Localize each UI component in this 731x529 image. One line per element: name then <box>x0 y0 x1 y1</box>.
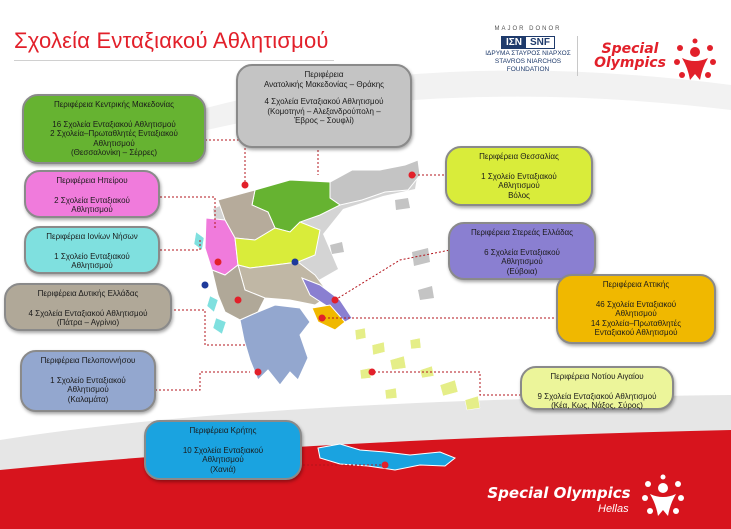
dot-athens <box>319 315 326 322</box>
region-body: 46 Σχολεία Ενταξιακού Αθλητισμού 14 Σχολεία–Πρωταθλητές Ενταξιακού Αθλητισμού <box>590 299 682 337</box>
dot-chania <box>382 462 389 469</box>
region-body: 16 Σχολεία Ενταξιακού Αθλητισμού 2 Σχολεία–Πρωταθλητές Ενταξιακού Αθλητισμού (Θεσσαλονίκη – Σέρρες) <box>50 119 178 157</box>
region-header: Περιφέρεια Πελοποννήσου <box>40 356 136 365</box>
region-header: Περιφέρεια Κεντρικής Μακεδονίας <box>53 100 175 109</box>
map-ionian-island-2 <box>207 296 218 312</box>
region-box-western-greece <box>4 283 172 331</box>
region-body: 9 Σχολεία Ενταξιακού Αθλητισμού (Κέα, Κως, Νάξος, Σύρος) <box>537 391 657 410</box>
donor-name-greek: ΙΔΡΥΜΑ ΣΤΑΥΡΟΣ ΝΙΑΡΧΟΣ <box>485 50 571 57</box>
region-body: 1 Σχολείο Ενταξιακού Αθλητισμού <box>54 251 130 270</box>
region-body: 10 Σχολεία Ενταξιακού Αθλητισμού (Χανιά) <box>182 445 264 474</box>
region-body: 6 Σχολεία Ενταξιακού Αθλητισμού (Εύβοια) <box>484 247 560 276</box>
region-box-central-greece <box>448 222 596 280</box>
region-body: 1 Σχολείο Ενταξιακού Αθλητισμού (Καλαμάτα) <box>50 375 126 404</box>
region-box-epirus <box>24 170 160 218</box>
map-ionian-island-3 <box>213 318 226 334</box>
region-box-east-macedonia-thrace <box>236 64 412 148</box>
region-body: 1 Σχολείο Ενταξιακού Αθλητισμού Βόλος <box>481 171 557 200</box>
page-title: Σχολεία Ενταξιακού Αθλητισμού <box>14 28 329 53</box>
dot-thessaloniki <box>242 182 249 189</box>
region-box-central-macedonia <box>22 94 206 164</box>
region-header: Περιφέρεια Ιονίων Νήσων <box>46 232 138 241</box>
dot-patra <box>235 297 242 304</box>
dot-evia <box>332 297 339 304</box>
brand-footer-sub: Hellas <box>598 503 629 515</box>
major-donor-label: MAJOR DONOR <box>494 26 562 32</box>
dot-corfu <box>202 282 209 289</box>
brand-top-line2: Olympics <box>594 55 666 71</box>
brand-footer-name: Special Olympics <box>487 484 631 502</box>
snf-logo-greek: ΙΣΝ <box>502 37 526 48</box>
region-header: Περιφέρεια Ανατολικής Μακεδονίας – Θράκης <box>263 70 385 89</box>
map-north-aegean-island-3 <box>418 286 434 300</box>
map-north-aegean-island-2 <box>412 248 430 266</box>
region-body: 4 Σχολεία Ενταξιακού Αθλητισμού (Κομοτηνή – Αλεξανδρούπολη – Έβρος – Σουφλί) <box>264 97 384 125</box>
region-header: Περιφέρεια Στερεάς Ελλάδας <box>470 228 574 237</box>
region-header: Περιφέρεια Θεσσαλίας <box>479 152 559 161</box>
region-body: 4 Σχολεία Ενταξιακού Αθλητισμού (Πάτρα – Αγρίνιο) <box>28 308 148 327</box>
map-north-aegean-island-1 <box>395 198 410 210</box>
region-box-attica <box>556 274 716 344</box>
region-header: Περιφέρεια Ηπείρου <box>56 176 128 185</box>
brand-top-line1: Special <box>601 41 659 57</box>
dot-komotini <box>409 172 416 179</box>
region-header: Περιφέρεια Αττικής <box>602 280 670 289</box>
map-region-ionian <box>194 232 204 250</box>
region-header: Περιφέρεια Δυτικής Ελλάδας <box>37 289 139 298</box>
map-region-peloponnese <box>240 305 310 385</box>
donor-foundation: FOUNDATION <box>506 66 550 73</box>
donor-name-latin: STAVROS NIARCHOS <box>494 58 562 65</box>
region-box-peloponnese <box>20 350 156 412</box>
dot-syros <box>369 369 376 376</box>
dot-volos <box>292 259 299 266</box>
map-north-aegean-island-4 <box>330 242 344 254</box>
region-box-south-aegean <box>520 366 674 410</box>
region-box-ionian <box>24 226 160 274</box>
region-box-crete <box>144 420 302 480</box>
dot-kalamata <box>255 369 262 376</box>
region-header: Περιφέρεια Κρήτης <box>189 426 257 435</box>
snf-logo-latin: SNF <box>530 37 550 48</box>
dot-ioannina <box>215 259 222 266</box>
region-header: Περιφέρεια Νοτίου Αιγαίου <box>550 372 644 381</box>
region-body: 2 Σχολεία Ενταξιακού Αθλητισμού <box>54 195 130 214</box>
region-box-thessaly <box>445 146 593 206</box>
